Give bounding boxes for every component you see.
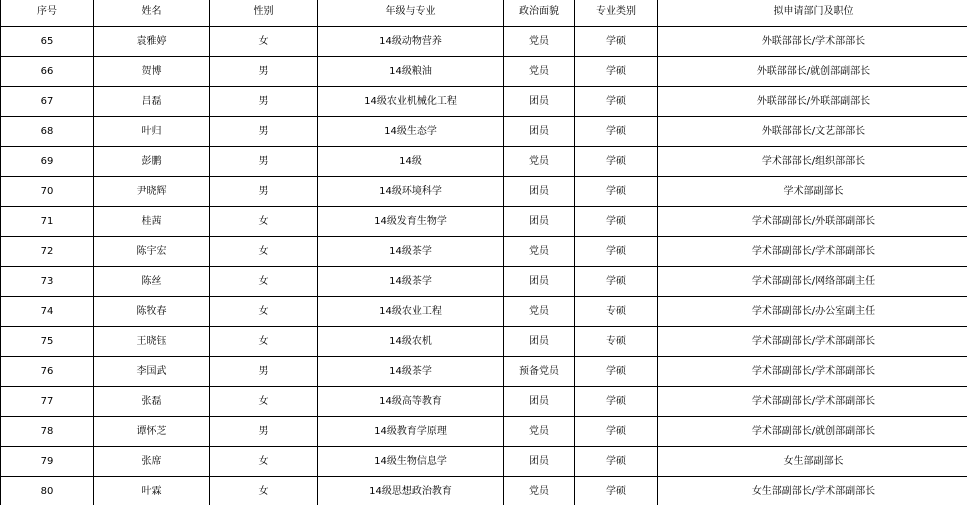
cell-major: 14级思想政治教育 bbox=[318, 477, 504, 505]
cell-gender: 男 bbox=[210, 357, 318, 387]
cell-political: 党员 bbox=[504, 147, 575, 177]
column-header-name: 姓名 bbox=[94, 0, 210, 27]
table-row bbox=[1, 387, 967, 417]
cell-no: 78 bbox=[1, 417, 94, 447]
cell-major: 14级茶学 bbox=[318, 237, 504, 267]
column-header-no: 序号 bbox=[1, 0, 94, 27]
cell-gender: 男 bbox=[210, 57, 318, 87]
cell-name: 陈丝 bbox=[94, 267, 210, 297]
cell-major: 14级粮油 bbox=[318, 57, 504, 87]
cell-name: 陈宇宏 bbox=[94, 237, 210, 267]
cell-major: 14级农机 bbox=[318, 327, 504, 357]
cell-no: 70 bbox=[1, 177, 94, 207]
cell-type: 学硕 bbox=[575, 357, 658, 387]
cell-political: 党员 bbox=[504, 237, 575, 267]
cell-type: 学硕 bbox=[575, 117, 658, 147]
cell-gender: 女 bbox=[210, 207, 318, 237]
cell-position: 学术部副部长/网络部副主任 bbox=[658, 267, 967, 297]
cell-major: 14级茶学 bbox=[318, 357, 504, 387]
cell-major: 14级 bbox=[318, 147, 504, 177]
cell-gender: 男 bbox=[210, 117, 318, 147]
cell-position: 学术部副部长/学术部副部长 bbox=[658, 327, 967, 357]
cell-position: 女生部副部长/学术部副部长 bbox=[658, 477, 967, 505]
cell-no: 77 bbox=[1, 387, 94, 417]
cell-political: 党员 bbox=[504, 297, 575, 327]
column-header-major: 年级与专业 bbox=[318, 0, 504, 27]
cell-position: 学术部副部长/办公室副主任 bbox=[658, 297, 967, 327]
table-row bbox=[1, 237, 967, 267]
cell-name: 桂茜 bbox=[94, 207, 210, 237]
cell-gender: 女 bbox=[210, 297, 318, 327]
table-row bbox=[1, 327, 967, 357]
cell-name: 李国武 bbox=[94, 357, 210, 387]
cell-major: 14级环境科学 bbox=[318, 177, 504, 207]
cell-type: 学硕 bbox=[575, 177, 658, 207]
cell-major: 14级茶学 bbox=[318, 267, 504, 297]
cell-gender: 男 bbox=[210, 177, 318, 207]
cell-name: 陈牧春 bbox=[94, 297, 210, 327]
cell-type: 学硕 bbox=[575, 207, 658, 237]
table-row bbox=[1, 477, 967, 505]
cell-no: 75 bbox=[1, 327, 94, 357]
table-row bbox=[1, 57, 967, 87]
cell-gender: 女 bbox=[210, 387, 318, 417]
table-row bbox=[1, 357, 967, 387]
cell-position: 外联部部长/文艺部部长 bbox=[658, 117, 967, 147]
cell-political: 党员 bbox=[504, 57, 575, 87]
cell-no: 72 bbox=[1, 237, 94, 267]
cell-type: 专硕 bbox=[575, 297, 658, 327]
cell-major: 14级教育学原理 bbox=[318, 417, 504, 447]
cell-no: 66 bbox=[1, 57, 94, 87]
table-row bbox=[1, 267, 967, 297]
cell-political: 党员 bbox=[504, 27, 575, 57]
cell-name: 彭鹏 bbox=[94, 147, 210, 177]
cell-no: 79 bbox=[1, 447, 94, 477]
cell-gender: 男 bbox=[210, 87, 318, 117]
cell-position: 学术部副部长/学术部副部长 bbox=[658, 237, 967, 267]
cell-political: 团员 bbox=[504, 327, 575, 357]
cell-position: 学术部副部长/就创部副部长 bbox=[658, 417, 967, 447]
cell-major: 14级高等教育 bbox=[318, 387, 504, 417]
table-row bbox=[1, 207, 967, 237]
cell-no: 65 bbox=[1, 27, 94, 57]
cell-political: 党员 bbox=[504, 417, 575, 447]
cell-gender: 女 bbox=[210, 27, 318, 57]
cell-no: 73 bbox=[1, 267, 94, 297]
table-row bbox=[1, 117, 967, 147]
cell-type: 学硕 bbox=[575, 27, 658, 57]
cell-political: 党员 bbox=[504, 477, 575, 505]
cell-name: 吕磊 bbox=[94, 87, 210, 117]
column-header-political: 政治面貌 bbox=[504, 0, 575, 27]
cell-no: 76 bbox=[1, 357, 94, 387]
cell-position: 外联部部长/就创部副部长 bbox=[658, 57, 967, 87]
table-row bbox=[1, 27, 967, 57]
cell-type: 学硕 bbox=[575, 87, 658, 117]
cell-position: 学术部副部长/外联部副部长 bbox=[658, 207, 967, 237]
cell-position: 外联部部长/外联部副部长 bbox=[658, 87, 967, 117]
cell-political: 团员 bbox=[504, 117, 575, 147]
cell-position: 学术部副部长/学术部副部长 bbox=[658, 387, 967, 417]
cell-major: 14级发育生物学 bbox=[318, 207, 504, 237]
table-row bbox=[1, 447, 967, 477]
cell-name: 王晓钰 bbox=[94, 327, 210, 357]
cell-political: 团员 bbox=[504, 207, 575, 237]
cell-type: 学硕 bbox=[575, 237, 658, 267]
cell-name: 谭怀芝 bbox=[94, 417, 210, 447]
cell-name: 张席 bbox=[94, 447, 210, 477]
column-header-position: 拟申请部门及职位 bbox=[658, 0, 967, 27]
cell-name: 贺博 bbox=[94, 57, 210, 87]
cell-position: 学术部副部长/学术部副部长 bbox=[658, 357, 967, 387]
cell-gender: 女 bbox=[210, 447, 318, 477]
cell-major: 14级农业机械化工程 bbox=[318, 87, 504, 117]
table-row bbox=[1, 417, 967, 447]
cell-type: 学硕 bbox=[575, 147, 658, 177]
cell-political: 团员 bbox=[504, 87, 575, 117]
cell-name: 叶霖 bbox=[94, 477, 210, 505]
cell-gender: 女 bbox=[210, 237, 318, 267]
cell-no: 69 bbox=[1, 147, 94, 177]
column-header-gender: 性别 bbox=[210, 0, 318, 27]
cell-gender: 女 bbox=[210, 477, 318, 505]
table-body bbox=[1, 27, 967, 505]
cell-no: 71 bbox=[1, 207, 94, 237]
cell-position: 外联部部长/学术部部长 bbox=[658, 27, 967, 57]
cell-no: 68 bbox=[1, 117, 94, 147]
table-header bbox=[1, 0, 967, 27]
cell-gender: 男 bbox=[210, 147, 318, 177]
cell-type: 学硕 bbox=[575, 417, 658, 447]
table-row bbox=[1, 147, 967, 177]
cell-political: 预备党员 bbox=[504, 357, 575, 387]
cell-political: 团员 bbox=[504, 387, 575, 417]
cell-major: 14级生物信息学 bbox=[318, 447, 504, 477]
cell-position: 学术部部长/组织部部长 bbox=[658, 147, 967, 177]
cell-name: 袁雅婷 bbox=[94, 27, 210, 57]
cell-no: 80 bbox=[1, 477, 94, 505]
table-row bbox=[1, 297, 967, 327]
table-row bbox=[1, 177, 967, 207]
cell-no: 74 bbox=[1, 297, 94, 327]
cell-type: 学硕 bbox=[575, 57, 658, 87]
cell-no: 67 bbox=[1, 87, 94, 117]
cell-major: 14级生态学 bbox=[318, 117, 504, 147]
cell-major: 14级动物营养 bbox=[318, 27, 504, 57]
cell-gender: 男 bbox=[210, 417, 318, 447]
column-header-type: 专业类别 bbox=[575, 0, 658, 27]
cell-name: 尹晓辉 bbox=[94, 177, 210, 207]
cell-position: 学术部副部长 bbox=[658, 177, 967, 207]
cell-major: 14级农业工程 bbox=[318, 297, 504, 327]
cell-type: 学硕 bbox=[575, 387, 658, 417]
cell-political: 团员 bbox=[504, 177, 575, 207]
cell-type: 专硕 bbox=[575, 327, 658, 357]
cell-type: 学硕 bbox=[575, 267, 658, 297]
header-row bbox=[1, 0, 967, 27]
cell-political: 团员 bbox=[504, 267, 575, 297]
cell-position: 女生部副部长 bbox=[658, 447, 967, 477]
cell-name: 叶归 bbox=[94, 117, 210, 147]
cell-type: 学硕 bbox=[575, 447, 658, 477]
table-row bbox=[1, 87, 967, 117]
cell-gender: 女 bbox=[210, 327, 318, 357]
cell-gender: 女 bbox=[210, 267, 318, 297]
cell-name: 张磊 bbox=[94, 387, 210, 417]
cell-political: 团员 bbox=[504, 447, 575, 477]
cell-type: 学硕 bbox=[575, 477, 658, 505]
